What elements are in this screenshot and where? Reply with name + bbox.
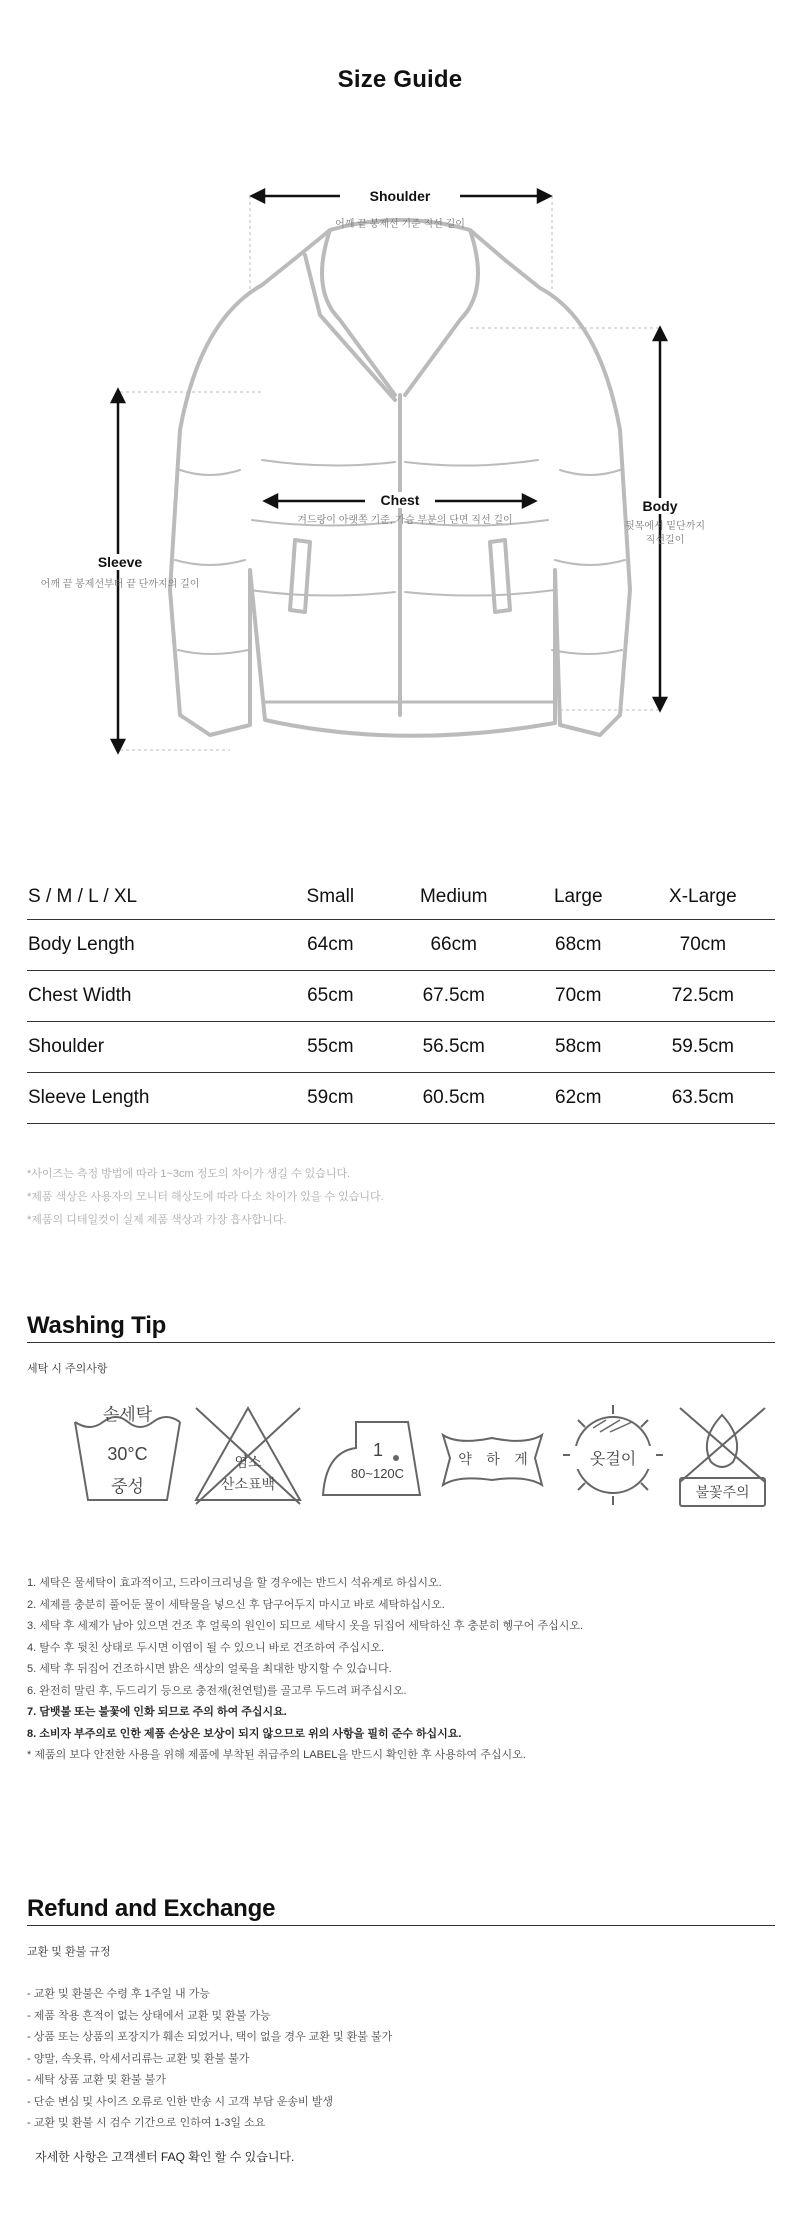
- list-item: 6. 완전히 말린 후, 두드리기 등으로 충전재(천연털)를 골고루 두드려 퍼주십시오.: [27, 1684, 407, 1697]
- size-note: *제품 색상은 사용자의 모니터 해상도에 따라 다소 차이가 있을 수 있습니다.: [27, 1191, 384, 1203]
- sleeve-note: 어깨 끝 봉제선부터 끝 단까지의 길이: [40, 579, 200, 590]
- size-note: *제품의 디테일컷이 실제 제품 색상과 가장 흡사합니다.: [27, 1214, 287, 1226]
- shoulder-note: 어깨 끝 봉제선 기준 직선 길이: [335, 219, 465, 230]
- table-cell: 66cm: [382, 920, 526, 971]
- washing-tip-subtitle: 세탁 시 주의사항: [27, 1363, 108, 1375]
- no-bleach-line2: 산소표백: [220, 1476, 276, 1492]
- table-cell: 70cm: [526, 971, 631, 1022]
- list-item: - 단순 변심 및 사이즈 오류로 인한 반송 시 고객 부담 운송비 발생: [27, 2095, 333, 2108]
- sleeve-label: Sleeve: [85, 554, 155, 570]
- list-item: 3. 세탁 후 세제가 남아 있으면 건조 후 얼룩의 원인이 되므로 세탁시 옷을 뒤집어 세탁하신 후 충분히 헹구어 주십시오.: [27, 1620, 584, 1632]
- table-row: [27, 1022, 775, 1073]
- list-item: - 교환 및 환불은 수령 후 1주일 내 가능: [27, 1988, 210, 2000]
- table-cell: 62cm: [526, 1073, 631, 1124]
- hand-wash-top: 손세탁: [102, 1405, 153, 1424]
- size-table-header-row: [27, 875, 775, 920]
- chest-label: Chest: [365, 492, 435, 508]
- body-note-line2: 직선길이: [645, 535, 685, 546]
- table-cell: 70cm: [631, 920, 775, 971]
- table-cell: 65cm: [279, 971, 382, 1022]
- chest-note: 겨드랑이 아랫쪽 기준, 가슴 부분의 단면 직선 길이: [297, 515, 513, 526]
- table-header: S / M / L / XL: [27, 875, 279, 920]
- size-note: *사이즈는 측정 방법에 따라 1~3cm 정도의 차이가 생길 수 있습니다.: [27, 1168, 351, 1180]
- table-cell: Sleeve Length: [27, 1073, 279, 1124]
- refund-exchange-title: Refund and Exchange: [27, 1895, 775, 1926]
- refund-footer: 자세한 사항은 고객센터 FAQ 확인 할 수 있습니다.: [35, 2150, 295, 2164]
- table-cell: 67.5cm: [382, 971, 526, 1022]
- washing-tip-list: [27, 1573, 583, 1767]
- table-cell: 55cm: [279, 1022, 382, 1073]
- size-notes: [27, 1163, 384, 1232]
- list-item: - 세탁 상품 교환 및 환불 불가: [27, 2074, 166, 2086]
- list-item: - 상품 또는 상품의 포장지가 훼손 되었거나, 택이 없을 경우 교환 및 환불 불가: [27, 2031, 393, 2043]
- iron-level: 1: [372, 1440, 383, 1460]
- washing-footnote: * 제품의 보다 안전한 사용을 위해 제품에 부착된 취급주의 LABEL을 반드시 확인한 후 사용하여 주십시오.: [27, 1749, 526, 1761]
- table-header: X-Large: [631, 875, 775, 920]
- list-item: 2. 세제를 충분히 풀어둔 물이 세탁물을 넣으신 후 담구어두지 마시고 바로 세탁하십시오.: [27, 1598, 445, 1611]
- table-cell: Body Length: [27, 920, 279, 971]
- list-item: 1. 세탁은 물세탁이 효과적이고, 드라이크리닝을 할 경우에는 반드시 석유계로 하십시오.: [27, 1577, 442, 1589]
- gentle-wash-char: 게: [514, 1451, 528, 1467]
- list-item: - 양말, 속옷류, 악세서리류는 교환 및 환불 불가: [27, 2052, 250, 2065]
- body-label: Body: [630, 498, 690, 514]
- iron-temp: 80~120C: [350, 1466, 405, 1481]
- table-cell: 59cm: [279, 1073, 382, 1124]
- page-title: Size Guide: [337, 66, 463, 93]
- table-header: Small: [279, 875, 382, 920]
- table-cell: 58cm: [526, 1022, 631, 1073]
- table-cell: 63.5cm: [631, 1073, 775, 1124]
- table-row: [27, 920, 775, 971]
- table-row: [27, 1073, 775, 1124]
- table-cell: 59.5cm: [631, 1022, 775, 1073]
- body-note-line1: 뒷목에서 밑단까지: [624, 521, 706, 532]
- jacket-measurement-diagram: [0, 170, 800, 770]
- table-header: Medium: [382, 875, 526, 920]
- list-item: - 교환 및 환불 시 검수 기간으로 인하여 1-3일 소요: [27, 2117, 266, 2129]
- list-item: 5. 세탁 후 뒤집어 건조하시면 밝은 색상의 얼룩을 최대한 방지할 수 있습니다.: [27, 1663, 392, 1675]
- list-item: 4. 탈수 후 뒷친 상태로 두시면 이염이 될 수 있으니 바로 건조하여 주십시오.: [27, 1641, 385, 1654]
- hanger-dry-label: 옷걸이: [570, 1446, 656, 1469]
- hand-wash-bottom: 중성: [111, 1477, 144, 1496]
- gentle-wash-char: 하: [486, 1451, 500, 1467]
- list-item-bold: 7. 담뱃불 또는 불꽃에 인화 되므로 주의 하여 주십시요.: [27, 1706, 287, 1718]
- care-symbols: [70, 1400, 750, 1510]
- table-cell: 68cm: [526, 920, 631, 971]
- refund-exchange-subtitle: 교환 및 환불 규정: [27, 1946, 111, 1958]
- washing-tip-title: Washing Tip: [27, 1312, 775, 1343]
- hand-wash-temp: 30°C: [107, 1444, 148, 1464]
- table-cell: 60.5cm: [382, 1073, 526, 1124]
- no-bleach-line1: 염소: [234, 1454, 262, 1470]
- table-cell: 72.5cm: [631, 971, 775, 1022]
- fire-caution-label: 불꽃주의: [695, 1484, 750, 1500]
- jacket-illustration: [0, 170, 800, 770]
- list-item: - 제품 착용 흔적이 없는 상태에서 교환 및 환불 가능: [27, 2009, 271, 2022]
- table-cell: Chest Width: [27, 971, 279, 1022]
- refund-list: [27, 1984, 392, 2135]
- table-cell: Shoulder: [27, 1022, 279, 1073]
- table-cell: 56.5cm: [382, 1022, 526, 1073]
- size-table: [27, 875, 775, 1124]
- table-header: Large: [526, 875, 631, 920]
- shoulder-label: Shoulder: [340, 188, 460, 204]
- list-item-bold: 8. 소비자 부주의로 인한 제품 손상은 보상이 되지 않으므로 위의 사항을 필히 준수 하십시요.: [27, 1727, 462, 1740]
- table-row: [27, 971, 775, 1022]
- table-cell: 64cm: [279, 920, 382, 971]
- gentle-wash-char: 약: [458, 1451, 472, 1467]
